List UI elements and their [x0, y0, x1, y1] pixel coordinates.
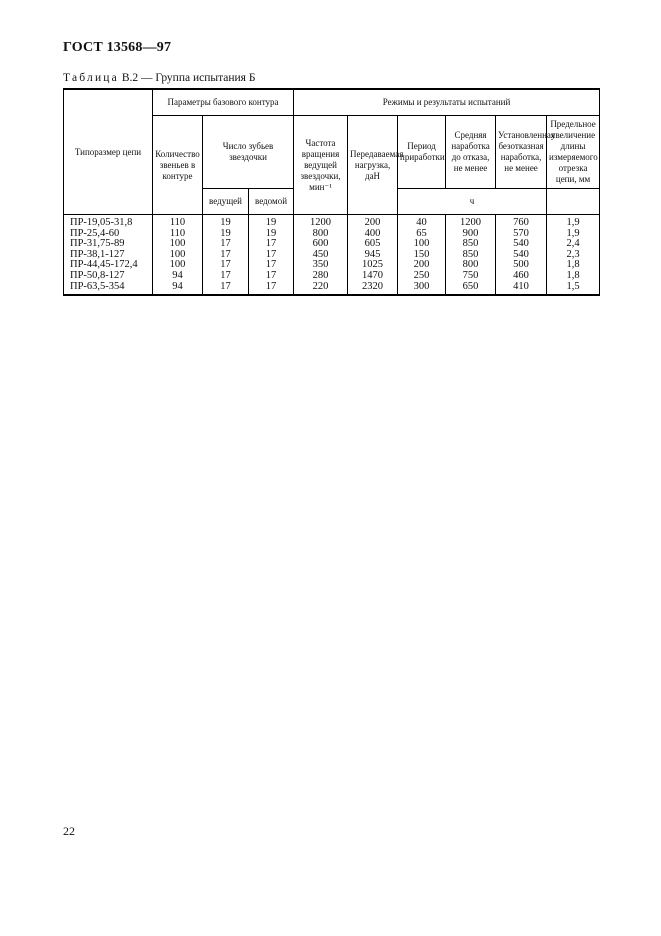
cell-load: 605 — [348, 239, 398, 250]
header-base-contour: Параметры базового контура — [153, 89, 294, 116]
cell-mean: 900 — [446, 229, 496, 240]
cell-mean: 1200 — [446, 215, 496, 229]
cell-mean: 850 — [446, 250, 496, 261]
header-speed: Частота вращения ведущей звездочки, мин⁻¹ — [294, 116, 348, 215]
cell-drive: 17 — [203, 282, 249, 296]
cell-run-in: 150 — [398, 250, 446, 261]
cell-speed: 1200 — [294, 215, 348, 229]
cell-drive: 19 — [203, 229, 249, 240]
cell-links: 94 — [153, 271, 203, 282]
cell-set: 500 — [496, 260, 547, 271]
header-teeth: Число зубьев звездочки — [203, 116, 294, 189]
cell-elong: 1,9 — [547, 229, 600, 240]
cell-driven: 19 — [249, 215, 294, 229]
cell-name: ПР-44,45-172,4 — [64, 260, 153, 271]
test-group-table — [63, 88, 600, 296]
table-row — [64, 282, 600, 296]
cell-drive: 17 — [203, 250, 249, 261]
cell-load: 1470 — [348, 271, 398, 282]
cell-driven: 17 — [249, 260, 294, 271]
caption-dash: — — [141, 72, 153, 84]
caption-number: В.2 — [121, 72, 139, 84]
header-type-size: Типоразмер цепи — [64, 89, 153, 215]
header-teeth-driven: ведомой — [249, 189, 294, 215]
header-test-modes: Режимы и результаты испытаний — [294, 89, 600, 116]
cell-links: 110 — [153, 229, 203, 240]
cell-load: 1025 — [348, 260, 398, 271]
cell-speed: 600 — [294, 239, 348, 250]
header-unit-hours: ч — [398, 189, 547, 215]
cell-links: 94 — [153, 282, 203, 296]
cell-elong: 2,4 — [547, 239, 600, 250]
cell-elong: 1,5 — [547, 282, 600, 296]
table-row — [64, 215, 600, 229]
cell-mean: 650 — [446, 282, 496, 296]
cell-load: 200 — [348, 215, 398, 229]
cell-speed: 220 — [294, 282, 348, 296]
cell-set: 540 — [496, 250, 547, 261]
cell-elong: 2,3 — [547, 250, 600, 261]
header-load: Передаваемая нагрузка, даН — [348, 116, 398, 215]
cell-load: 400 — [348, 229, 398, 240]
cell-driven: 19 — [249, 229, 294, 240]
document-id: ГОСТ 13568—97 — [63, 40, 172, 55]
cell-speed: 350 — [294, 260, 348, 271]
table-row — [64, 271, 600, 282]
cell-driven: 17 — [249, 239, 294, 250]
cell-drive: 17 — [203, 271, 249, 282]
cell-elong: 1,8 — [547, 260, 600, 271]
cell-speed: 800 — [294, 229, 348, 240]
cell-links: 100 — [153, 250, 203, 261]
cell-mean: 800 — [446, 260, 496, 271]
cell-run-in: 250 — [398, 271, 446, 282]
cell-set: 570 — [496, 229, 547, 240]
cell-name: ПР-63,5-354 — [64, 282, 153, 296]
header-elongation-unit-cell — [547, 189, 600, 215]
cell-run-in: 100 — [398, 239, 446, 250]
caption-title: Группа испытания Б — [155, 72, 256, 84]
cell-set: 410 — [496, 282, 547, 296]
cell-drive: 17 — [203, 260, 249, 271]
cell-speed: 280 — [294, 271, 348, 282]
cell-name: ПР-25,4-60 — [64, 229, 153, 240]
header-set-time: Установленная безотказная наработка, не менее — [496, 116, 547, 189]
cell-driven: 17 — [249, 250, 294, 261]
cell-driven: 17 — [249, 282, 294, 296]
cell-set: 460 — [496, 271, 547, 282]
cell-load: 945 — [348, 250, 398, 261]
cell-drive: 19 — [203, 215, 249, 229]
cell-name: ПР-38,1-127 — [64, 250, 153, 261]
cell-links: 100 — [153, 239, 203, 250]
header-elongation: Предельное увеличение длины измеряемого отрезка цепи, мм — [547, 116, 600, 189]
cell-run-in: 65 — [398, 229, 446, 240]
cell-links: 100 — [153, 260, 203, 271]
cell-name: ПР-19,05-31,8 — [64, 215, 153, 229]
cell-drive: 17 — [203, 239, 249, 250]
cell-elong: 1,8 — [547, 271, 600, 282]
cell-name: ПР-50,8-127 — [64, 271, 153, 282]
cell-mean: 750 — [446, 271, 496, 282]
header-links-count: Количество звеньев в контуре — [153, 116, 203, 215]
cell-name: ПР-31,75-89 — [64, 239, 153, 250]
cell-driven: 17 — [249, 271, 294, 282]
caption-label: Таблица — [63, 72, 119, 84]
page-number: 22 — [63, 824, 75, 838]
header-teeth-drive: ведущей — [203, 189, 249, 215]
cell-elong: 1,9 — [547, 215, 600, 229]
cell-speed: 450 — [294, 250, 348, 261]
table-caption — [63, 72, 255, 84]
cell-run-in: 200 — [398, 260, 446, 271]
cell-mean: 850 — [446, 239, 496, 250]
cell-run-in: 300 — [398, 282, 446, 296]
cell-links: 110 — [153, 215, 203, 229]
header-mean-time: Средняя наработка до отказа, не менее — [446, 116, 496, 189]
cell-set: 540 — [496, 239, 547, 250]
cell-run-in: 40 — [398, 215, 446, 229]
cell-load: 2320 — [348, 282, 398, 296]
header-run-in: Период приработки — [398, 116, 446, 189]
cell-set: 760 — [496, 215, 547, 229]
